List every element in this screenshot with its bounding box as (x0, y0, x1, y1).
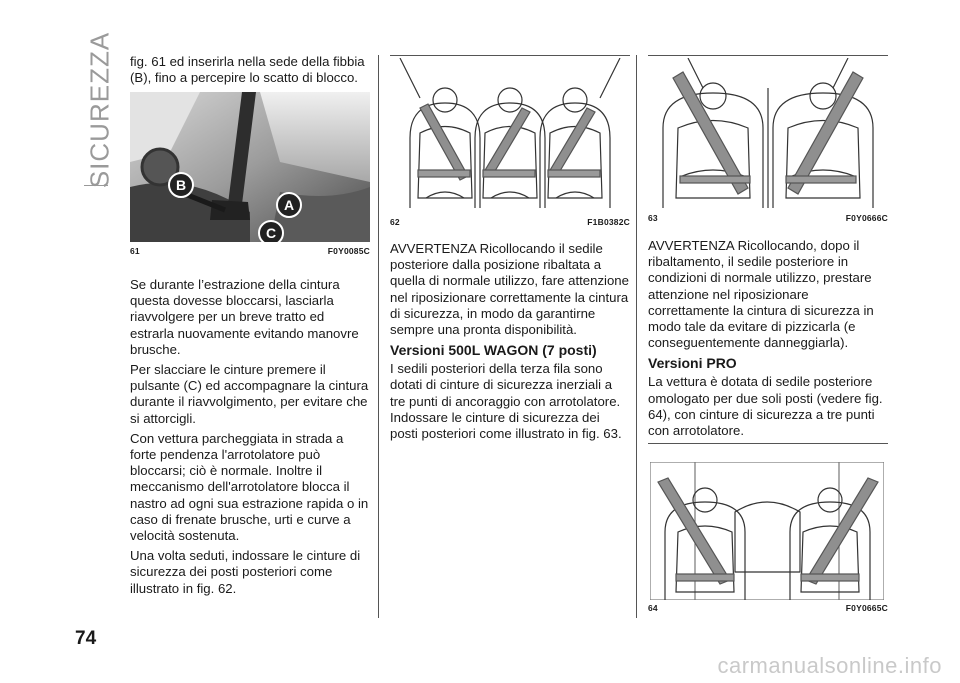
paragraph: Per slacciare le cinture premere il pulsante (C) ed accompagnare la cintura durante il riavvolgimento, per evitare che si attorcigli. (130, 362, 369, 426)
figure-top-rule (648, 55, 888, 56)
paragraph: Con vettura parcheggiata in strada a forte pendenza l'arrotolatore può bloccarsi; ciò è normale. Inoltre il meccanismo dell'arrotolatore blocca il nastro ad ogni sua estrazione rapida o in caso di frenate brusche, urti e curve a velocità sostenuta. (130, 430, 369, 544)
figure-code: F0Y0085C (327, 246, 370, 256)
section-rule (84, 185, 108, 186)
figure-64-image (650, 462, 884, 600)
figure-code: F1B0382C (587, 217, 630, 227)
figure-61-image (130, 92, 370, 242)
col2-body (390, 241, 630, 446)
section-title-text: SICUREZZA (84, 31, 115, 189)
figure-64-caption (648, 603, 888, 615)
callout-b: B (168, 172, 194, 198)
figure-code: F0Y0666C (845, 213, 888, 223)
figure-top-rule (390, 55, 630, 56)
col1-body (130, 277, 370, 601)
figure-number: 64 (648, 603, 658, 613)
paragraph: Una volta seduti, indossare le cinture di sicurezza dei posti posteriori come illustrato in fig. 62. (130, 548, 361, 596)
seatbelt-buckle-illustration (130, 92, 370, 242)
intro-paragraph: fig. 61 ed inserirla nella sede della fibbia (B), fino a percepire lo scatto di blocco. (130, 54, 365, 86)
section-heading: Versioni PRO (648, 355, 737, 372)
figure-63-caption (648, 213, 888, 225)
figure-top-rule (648, 443, 888, 444)
figure-number: 61 (130, 246, 140, 256)
figure-number: 62 (390, 217, 400, 227)
paragraph: I sedili posteriori della terza fila sono dotati di cinture di sicurezza inerziali a tre punti di ancoraggio con arrotolatore. Indossare le cinture di sicurezza dei posti posteriori come illustrato in fig. 63. (390, 361, 622, 442)
page-number: 74 (75, 628, 97, 649)
three-seat-belts-illustration (390, 58, 630, 214)
figure-62-image (390, 58, 630, 214)
pro-rear-seat-belts-illustration (650, 462, 884, 600)
figure-number: 63 (648, 213, 658, 223)
two-seat-belts-illustration (648, 58, 888, 210)
watermark: carmanualsonline.info (717, 653, 942, 678)
section-heading: Versioni 500L WAGON (7 posti) (390, 342, 597, 359)
warning-paragraph: AVVERTENZA Ricollocando il sedile posteriore dalla posizione ribaltata a quella di normale utilizzo, fare attenzione nel riposizionare correttamente la cintura di sicurezza, in modo da garantirne sempre una pronta disponibilità. (390, 241, 629, 338)
paragraph: La vettura è dotata di sedile posteriore omologato per due soli posti (vedere fig. 64), con cinture di sicurezza a tre punti con arrotolatore. (648, 374, 883, 439)
warning-paragraph: AVVERTENZA Ricollocando, dopo il ribaltamento, il sedile posteriore in condizioni di normale utilizzo, prestare attenzione nel riposizionare correttamente la cintura di sicurezza in modo tale da evitare di pizzicarla (e conseguentemente danneggiarla). (648, 238, 874, 351)
figure-62-caption (390, 217, 630, 229)
column-divider (636, 55, 637, 618)
col1-intro (130, 54, 370, 90)
section-title (70, 31, 130, 189)
column-divider (378, 55, 379, 618)
figure-code: F0Y0665C (845, 603, 888, 613)
callout-c: C (258, 220, 284, 242)
paragraph: Se durante l’estrazione della cintura questa dovesse bloccarsi, lasciarla riavvolgere per un breve tratto ed estrarla nuovamente evitando manovre brusche. (130, 277, 359, 357)
figure-61-caption (130, 246, 370, 258)
figure-63-image (648, 58, 888, 210)
callout-a: A (276, 192, 302, 218)
col3-body (648, 238, 888, 443)
